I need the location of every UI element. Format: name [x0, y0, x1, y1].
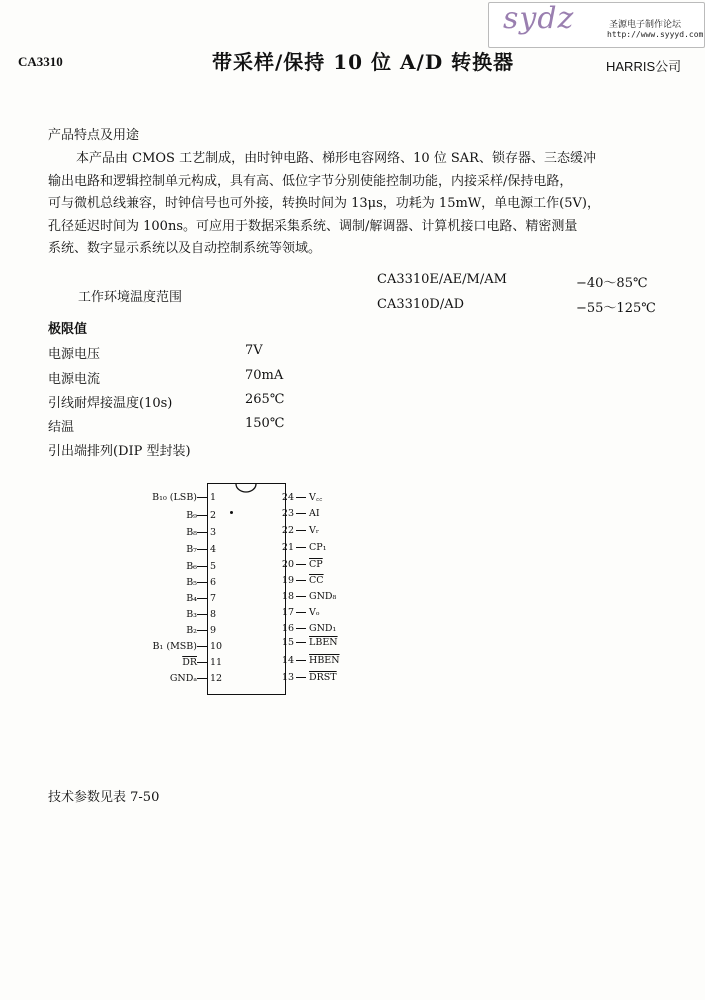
limit-value: 7V — [245, 343, 263, 358]
pin-label: B₃ — [186, 609, 197, 620]
pin-number: 10 — [210, 641, 223, 652]
page-title: 带采样/保持 10 位 A/D 转换器 — [212, 50, 515, 74]
temperature-label: 工作环境温度范围 — [78, 290, 183, 305]
pin-number: 11 — [210, 657, 223, 668]
pin-number: 24 — [281, 492, 294, 503]
pin-right — [270, 591, 390, 603]
features-heading: 产品特点及用途 — [48, 128, 140, 143]
pin-left — [110, 527, 236, 539]
pin-number: 8 — [210, 609, 217, 620]
pin-label: GND₈ — [309, 591, 337, 602]
pin-label: B₆ — [186, 561, 197, 572]
watermark-forum: 圣源电子制作论坛 — [609, 20, 682, 30]
features-line: 本产品由 CMOS 工艺制成，由时钟电路、梯形电容网络、10 位 SAR、锁存器、三态缓冲 — [76, 151, 596, 166]
temperature-range: −55～125℃ — [576, 301, 656, 316]
watermark-mark: sydz — [503, 1, 575, 36]
pin-label: B₄ — [186, 593, 197, 604]
pin-label: B₂ — [186, 625, 197, 636]
limit-name: 电源电压 — [48, 347, 101, 362]
pin-label: CP₁ — [309, 542, 327, 553]
pin-right — [270, 575, 390, 587]
pin-number: 21 — [281, 542, 294, 553]
features-line: 输出电路和逻辑控制单元构成，具有高、低位字节分别使能控制功能，内接采样/保持电路， — [48, 173, 573, 189]
pin-right — [270, 672, 390, 684]
pin-number: 6 — [210, 577, 217, 588]
limits-heading: 极限值 — [48, 322, 88, 337]
pin-left — [110, 561, 236, 573]
limit-value: 150℃ — [245, 416, 285, 431]
features-line: 系统、数字显示系统以及自动控制系统等领域。 — [48, 241, 322, 256]
pin-label: AI — [309, 508, 320, 519]
pin-left — [110, 625, 236, 637]
pin-number: 18 — [281, 591, 294, 602]
pin-number: 5 — [210, 561, 217, 572]
pin-number: 12 — [210, 673, 223, 684]
pin-label: B₇ — [186, 544, 197, 555]
pin-left — [110, 577, 236, 589]
watermark-logo — [488, 2, 705, 48]
pin-label: Vₒ — [309, 607, 320, 618]
features-line: 可与微机总线兼容，时钟信号也可外接，转换时间为 13μs，功耗为 15mW，单电源工作(5V)， — [48, 196, 600, 211]
pin-number: 15 — [281, 637, 294, 648]
part-number: CA3310 — [18, 54, 63, 69]
table-reference: 技术参数见表 7-50 — [48, 790, 160, 805]
pin-right — [270, 623, 390, 635]
pin-left — [110, 593, 236, 605]
pin-right — [270, 607, 390, 619]
pin-left — [110, 510, 236, 522]
limit-value: 265℃ — [245, 392, 285, 407]
temperature-range: −40～85℃ — [576, 276, 648, 291]
pin-number: 20 — [281, 559, 294, 570]
pin-right — [270, 559, 390, 571]
pin-label: GNDₐ — [169, 673, 197, 684]
pin-label: $\overline{DR}$ — [182, 657, 197, 668]
temperature-model: CA3310E/AE/M/AM — [377, 272, 507, 287]
pin-label: Vᵣ — [309, 525, 320, 536]
pin-label: B₅ — [186, 577, 197, 588]
limit-name: 电源电流 — [48, 372, 101, 387]
pin-number: 3 — [210, 527, 217, 538]
features-paragraph — [48, 148, 678, 261]
pin-right — [270, 492, 390, 504]
pin-label: HBEN — [309, 655, 340, 666]
pin-label: $\overline{CP}$ — [309, 559, 323, 570]
pin-number: 7 — [210, 593, 217, 604]
pin-label: B₁₀ (LSB) — [152, 492, 197, 503]
pin-label: B₉ — [186, 510, 197, 521]
pin-right — [270, 525, 390, 537]
pin-label: $\overline{CC}$ — [309, 575, 324, 586]
pin-number: 4 — [210, 544, 217, 555]
pin-number: 19 — [281, 575, 294, 586]
pin-right — [270, 542, 390, 554]
pin-left — [110, 657, 236, 669]
pinout-heading: 引出端排列(DIP 型封装) — [48, 444, 191, 459]
pin-number: 13 — [281, 672, 294, 683]
limit-name: 结温 — [48, 420, 75, 435]
limit-value: 70mA — [245, 368, 284, 383]
pin-number: 14 — [281, 655, 294, 666]
pin-label: B₈ — [186, 527, 197, 538]
pin-left — [110, 544, 236, 556]
pin-number: 22 — [281, 525, 294, 536]
watermark-url: http://www.syyyd.com — [607, 30, 704, 39]
pin-number: 1 — [210, 492, 217, 503]
pin-left — [110, 673, 236, 685]
pin-number: 9 — [210, 625, 217, 636]
pin-number: 23 — [281, 508, 294, 519]
pin-right — [270, 508, 390, 520]
pin-right — [270, 655, 390, 667]
temperature-model: CA3310D/AD — [377, 297, 465, 312]
pin-number: 2 — [210, 510, 217, 521]
pin-label: V꜀꜀ — [309, 492, 323, 503]
pin-left — [110, 492, 236, 504]
pin-label: B₁ (MSB) — [152, 641, 197, 652]
features-line: 孔径延迟时间为 100ns。可应用于数据采集系统、调制/解调器、计算机接口电路、精密测量 — [48, 218, 578, 234]
pin-label: GND₁ — [309, 623, 337, 634]
company-name: HARRIS公司 — [606, 59, 682, 74]
pin-label: DRST — [309, 672, 337, 683]
pin-left — [110, 641, 236, 653]
pin-number: 17 — [281, 607, 294, 618]
pin-label: LBEN — [309, 637, 338, 648]
pin-number: 16 — [281, 623, 294, 634]
limit-name: 引线耐焊接温度(10s) — [48, 396, 173, 411]
pin-right — [270, 637, 390, 649]
pin-left — [110, 609, 236, 621]
